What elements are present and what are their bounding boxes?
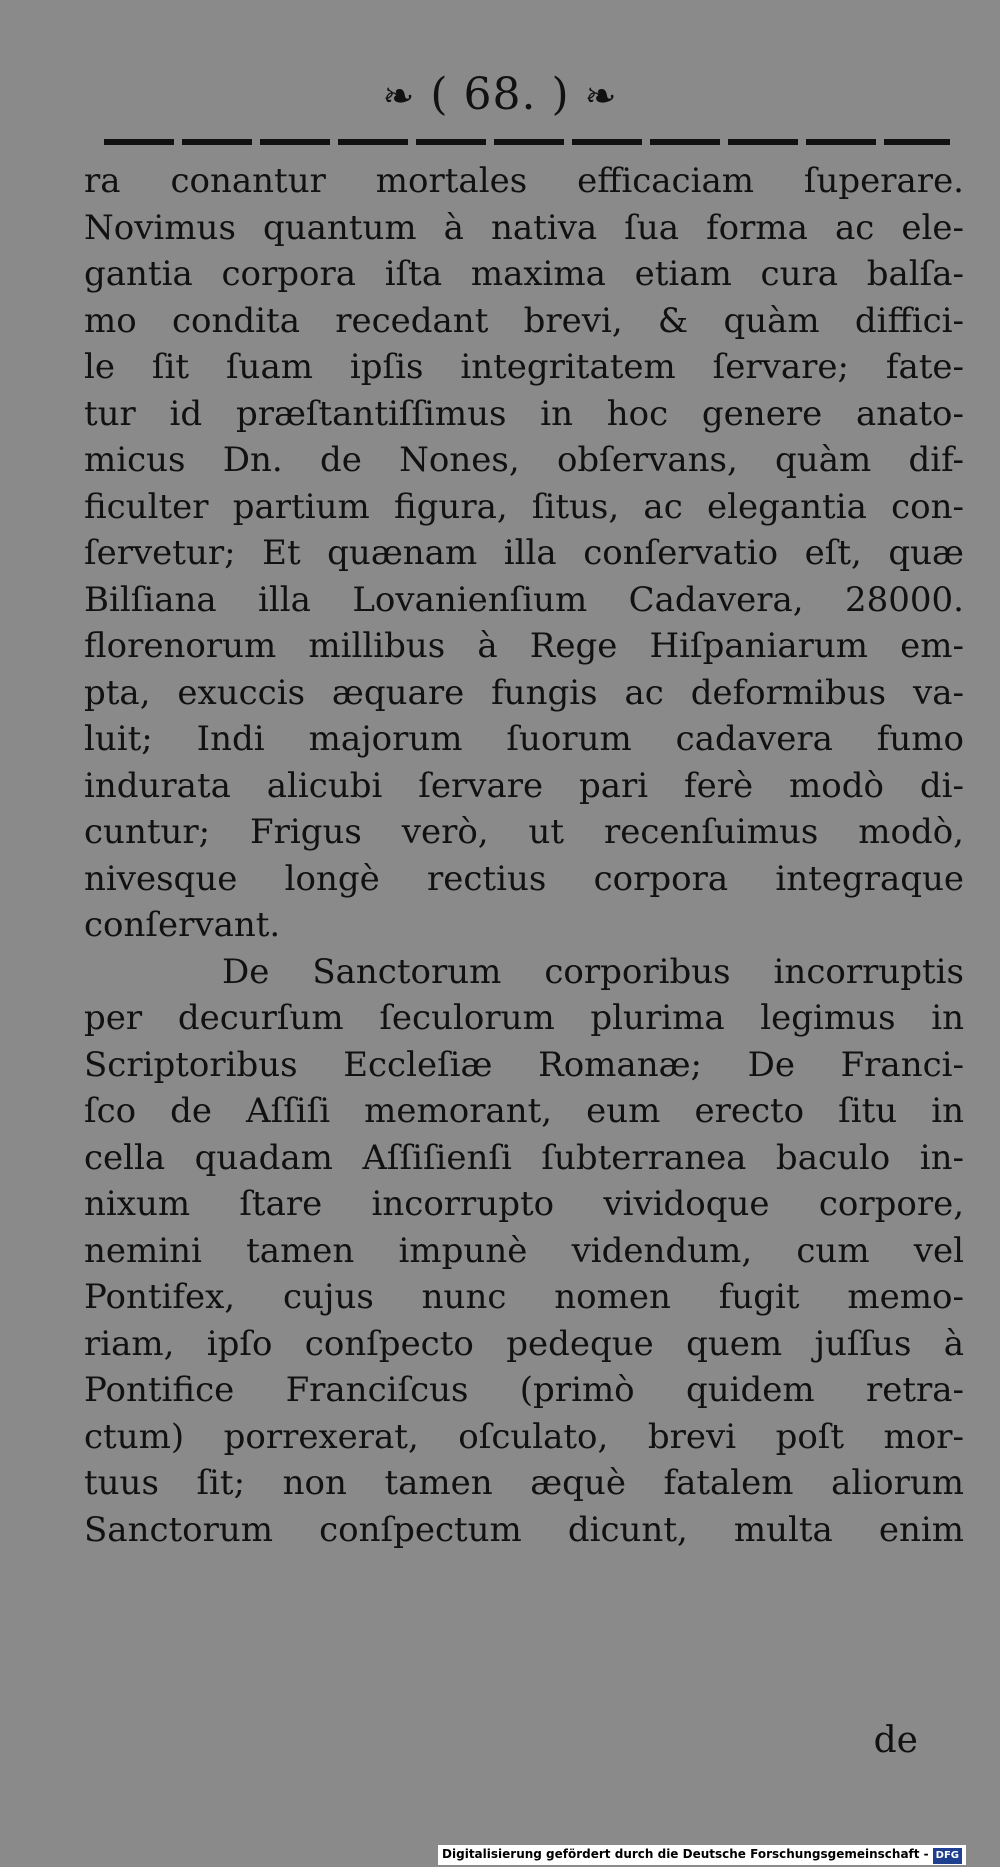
text-line: cella quadam Aſſiſienſi ſubterranea baculo in- — [84, 1137, 964, 1178]
footer-text: Digitalisierung gefördert durch die Deutsche Forschungsgemeinschaft - — [442, 1847, 929, 1861]
text-line: ſco de Aſſiſi memorant, eum erecto ſitu in — [84, 1091, 964, 1131]
text-line: riam, ipſo conſpecto pedeque quem juſſus à — [84, 1323, 964, 1364]
dfg-logo: DFG — [933, 1848, 962, 1864]
text-line: nemini tamen impunè videndum, cum vel — [84, 1230, 964, 1271]
text-line: Sanctorum conſpectum dicunt, multa enim — [84, 1509, 964, 1550]
header-rule — [104, 139, 950, 145]
text-line: Novimus quantum à nativa ſua forma ac ele- — [84, 207, 964, 248]
paragraph — [84, 949, 964, 1554]
text-line: pta, exuccis æquare fungis ac deformibus va- — [84, 672, 964, 713]
text-line: conſervant. — [84, 905, 281, 945]
text-line: indurata alicubi ſervare pari ferè modò di- — [84, 765, 964, 806]
text-line: per decurſum ſeculorum plurima legimus in — [84, 998, 964, 1038]
text-line: tur id præſtantiſſimus in hoc genere anato- — [84, 393, 964, 434]
text-line: Pontifice Franciſcus (primò quidem retra- — [84, 1370, 964, 1410]
text-line: Scriptoribus Eccleſiæ Romanæ; De Franci- — [84, 1044, 964, 1085]
ornament-right-icon: ❧ — [584, 74, 618, 118]
catchword: de — [873, 1720, 918, 1761]
text-line: gantia corpora iſta maxima etiam cura balſa- — [84, 254, 964, 294]
text-line: micus Dn. de Nones, obſervans, quàm dif- — [84, 440, 964, 480]
text-line: le ſit ſuam ipſis integritatem ſervare; fate- — [84, 347, 964, 387]
text-line: tuus ſit; non tamen æquè fatalem aliorum — [84, 1463, 964, 1503]
page-header — [0, 70, 1000, 121]
text-line: De Sanctorum corporibus incorruptis — [222, 951, 964, 992]
page-number: ( 68. ) — [430, 69, 570, 120]
digitization-footer — [438, 1845, 966, 1865]
ornament-left-icon: ❧ — [382, 74, 416, 118]
text-line: cuntur; Frigus verò, ut recenſuimus modò, — [84, 812, 964, 852]
text-line: nixum ſtare incorrupto vividoque corpore, — [84, 1184, 964, 1224]
text-line: ctum) porrexerat, oſculato, brevi poſt mor- — [84, 1416, 964, 1457]
text-line: Pontifex, cujus nunc nomen fugit memo- — [84, 1277, 964, 1317]
text-line: nivesque longè rectius corpora integraque — [84, 858, 964, 899]
text-line: mo condita recedant brevi, & quàm diffici- — [84, 300, 964, 341]
text-line: Bilſiana illa Lovanienſium Cadavera, 28000. — [84, 579, 964, 620]
text-line: ra conantur mortales efficaciam ſuperare. — [84, 161, 964, 201]
text-line: florenorum millibus à Rege Hiſpaniarum em- — [84, 626, 964, 666]
text-line: ficulter partium figura, ſitus, ac elegantia con- — [84, 486, 964, 527]
paragraph — [84, 158, 964, 949]
text-line: ſervetur; Et quænam illa conſervatio eſt, quæ — [84, 533, 964, 573]
page-body — [84, 158, 964, 1553]
text-line: luit; Indi majorum ſuorum cadavera fumo — [84, 719, 964, 759]
